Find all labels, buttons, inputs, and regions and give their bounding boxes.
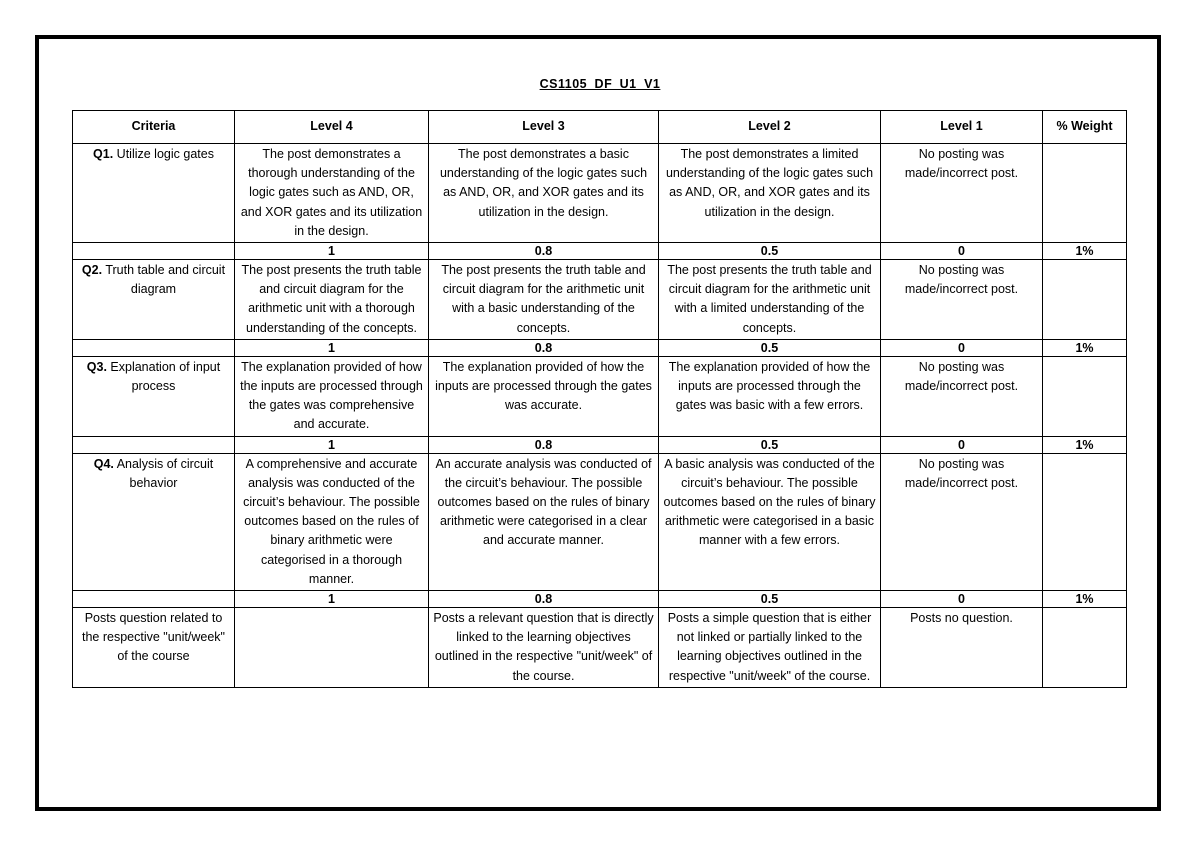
criterion-label: Analysis of circuit behavior xyxy=(113,456,214,490)
level-3-description: The post demonstrates a basic understanding of the logic gates such as AND, OR, and XOR gates and its utilization in the design. xyxy=(429,144,659,243)
criterion-code: Q3. xyxy=(86,359,107,374)
criterion-row xyxy=(73,356,1127,436)
level-2-description: A basic analysis was conducted of the circuit’s behaviour. The possible outcomes based on the rules of binary arithmetic were categorised in a basic manner with a few errors. xyxy=(659,453,881,590)
criterion-code: Q4. xyxy=(93,456,114,471)
criterion-code: Q1. xyxy=(93,147,114,161)
score-level-3: 0.8 xyxy=(429,591,659,608)
score-blank xyxy=(73,339,235,356)
level-4-description: A comprehensive and accurate analysis was conducted of the circuit’s behaviour. The possible outcomes based on the rules of binary arithmetic were categorised in a thorough manner. xyxy=(235,453,429,590)
score-level-1: 0 xyxy=(881,243,1043,260)
level-2-description: Posts a simple question that is either not linked or partially linked to the learning objectives outlined in the respective "unit/week" of the course. xyxy=(659,608,881,688)
score-level-2: 0.5 xyxy=(659,591,881,608)
header-level-4: Level 4 xyxy=(235,111,429,144)
level-4-description xyxy=(235,608,429,688)
level-1-description: No posting was made/incorrect post. xyxy=(881,356,1043,436)
score-level-4: 1 xyxy=(235,591,429,608)
criterion-label: Explanation of input process xyxy=(106,359,221,394)
score-level-3: 0.8 xyxy=(429,243,659,260)
criterion-row xyxy=(73,453,1127,590)
level-2-description: The explanation provided of how the inputs are processed through the gates was basic with a few errors. xyxy=(659,356,881,436)
score-blank xyxy=(73,591,235,608)
criterion-cell xyxy=(73,453,235,590)
score-weight: 1% xyxy=(1043,436,1127,453)
weight-cell-empty xyxy=(1043,260,1127,340)
criterion-row xyxy=(73,260,1127,340)
level-3-description: Posts a relevant question that is directly linked to the learning objectives outlined in the respective "unit/week" of the course. xyxy=(429,608,659,688)
rubric-table xyxy=(72,110,1127,688)
weight-cell-empty xyxy=(1043,356,1127,436)
score-level-1: 0 xyxy=(881,591,1043,608)
level-4-description: The post presents the truth table and circuit diagram for the arithmetic unit with a thorough understanding of the concepts. xyxy=(235,260,429,340)
score-level-4: 1 xyxy=(235,339,429,356)
level-4-description: The explanation provided of how the inputs are processed through the gates was comprehensive and accurate. xyxy=(235,356,429,436)
header-criteria: Criteria xyxy=(73,111,235,144)
score-weight: 1% xyxy=(1043,339,1127,356)
score-level-2: 0.5 xyxy=(659,243,881,260)
score-level-2: 0.5 xyxy=(659,339,881,356)
criterion-code: Q2. xyxy=(81,263,103,278)
score-row xyxy=(73,436,1127,453)
weight-cell-empty xyxy=(1043,453,1127,590)
header-weight: % Weight xyxy=(1043,111,1127,144)
header-row xyxy=(73,111,1127,144)
score-level-4: 1 xyxy=(235,243,429,260)
score-level-1: 0 xyxy=(881,436,1043,453)
score-weight: 1% xyxy=(1043,591,1127,608)
criterion-row xyxy=(73,144,1127,243)
score-level-2: 0.5 xyxy=(659,436,881,453)
level-1-description: Posts no question. xyxy=(881,608,1043,688)
score-level-4: 1 xyxy=(235,436,429,453)
level-2-description: The post demonstrates a limited understanding of the logic gates such as AND, OR, and XOR gates and its utilization in the design. xyxy=(659,144,881,243)
criterion-label: Truth table and circuit diagram xyxy=(102,263,226,297)
score-row xyxy=(73,243,1127,260)
question-criterion-row xyxy=(73,608,1127,688)
header-level-2: Level 2 xyxy=(659,111,881,144)
score-blank xyxy=(73,243,235,260)
score-level-3: 0.8 xyxy=(429,339,659,356)
header-level-3: Level 3 xyxy=(429,111,659,144)
level-1-description: No posting was made/incorrect post. xyxy=(881,260,1043,340)
score-row xyxy=(73,591,1127,608)
criterion-label: Utilize logic gates xyxy=(113,147,214,161)
score-level-3: 0.8 xyxy=(429,436,659,453)
level-3-description: An accurate analysis was conducted of the circuit’s behaviour. The possible outcomes based on the rules of binary arithmetic were categorised in a clear and accurate manner. xyxy=(429,453,659,590)
level-3-description: The explanation provided of how the inputs are processed through the gates was accurate. xyxy=(429,356,659,436)
document-title: CS1105_DF_U1_V1 xyxy=(539,77,661,91)
criterion-cell xyxy=(73,260,235,340)
criterion-cell xyxy=(73,356,235,436)
level-3-description: The post presents the truth table and circuit diagram for the arithmetic unit with a basic understanding of the concepts. xyxy=(429,260,659,340)
level-1-description: No posting was made/incorrect post. xyxy=(881,453,1043,590)
level-2-description: The post presents the truth table and circuit diagram for the arithmetic unit with a limited understanding of the concepts. xyxy=(659,260,881,340)
score-row xyxy=(73,339,1127,356)
header-level-1: Level 1 xyxy=(881,111,1043,144)
question-criterion-label: Posts question related to the respective "unit/week" of the course xyxy=(73,608,235,688)
criterion-cell xyxy=(73,144,235,243)
level-4-description: The post demonstrates a thorough understanding of the logic gates such as AND, OR, and XOR gates and its utilization in the design. xyxy=(235,144,429,243)
score-weight: 1% xyxy=(1043,243,1127,260)
weight-cell-empty xyxy=(1043,144,1127,243)
score-blank xyxy=(73,436,235,453)
score-level-1: 0 xyxy=(881,339,1043,356)
level-1-description: No posting was made/incorrect post. xyxy=(881,144,1043,243)
weight-cell-empty xyxy=(1043,608,1127,688)
